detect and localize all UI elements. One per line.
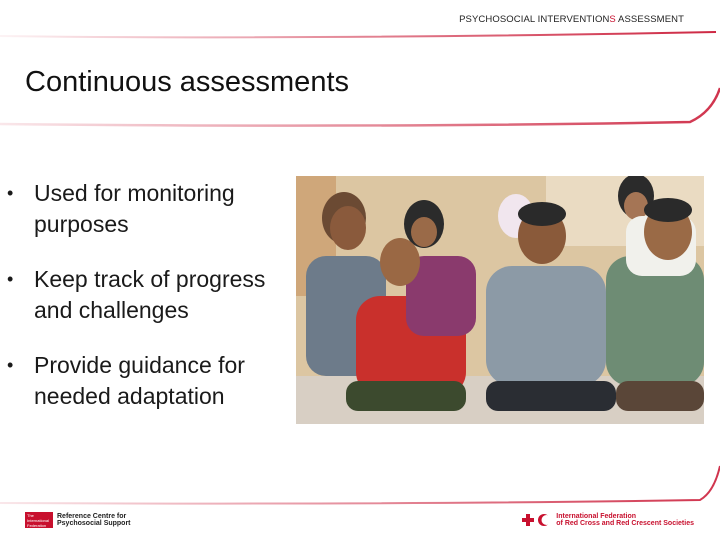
reference-centre-mark: [25, 512, 53, 528]
bullet-icon: •: [7, 183, 14, 203]
red-cross-icon: [521, 513, 535, 527]
ifrc-logo: [521, 512, 694, 528]
bullet-text: Provide guidance for needed adaptation: [34, 352, 245, 409]
ifrc-line1: International Federation: [556, 512, 637, 520]
photo-illustration: [296, 176, 704, 424]
bullet-item: [6, 264, 288, 326]
reference-centre-mark-text: The International Federation: [27, 513, 50, 528]
ifrc-text: [556, 513, 694, 528]
footer-swoosh: [0, 466, 720, 504]
reference-centre-line2: Psychosocial Support: [57, 520, 131, 527]
reference-centre-logo: [25, 512, 131, 528]
slide-title: Continuous assessments: [25, 66, 349, 98]
header-swoosh: [0, 32, 716, 37]
ifrc-emblems: [521, 513, 551, 527]
red-crescent-icon: [537, 513, 551, 527]
section-header-accent: S: [609, 14, 616, 25]
children-photo: [296, 176, 704, 424]
bullet-item: [6, 178, 288, 240]
bullet-text: Keep track of progress and challenges: [34, 266, 266, 323]
reference-centre-line1: Reference Centre for: [57, 512, 127, 520]
bullet-item: [6, 350, 288, 412]
bullet-icon: •: [7, 269, 14, 289]
bullet-text: Used for monitoring purposes: [34, 180, 235, 237]
bullet-icon: •: [7, 355, 14, 375]
section-header-main: PSYCHOSOCIAL INTERVENTION: [459, 14, 610, 25]
bullet-list: [6, 178, 288, 436]
ifrc-line2: of Red Cross and Red Crescent Societies: [556, 520, 694, 527]
reference-centre-text: [57, 513, 131, 528]
section-header-end: ASSESSMENT: [615, 14, 684, 25]
